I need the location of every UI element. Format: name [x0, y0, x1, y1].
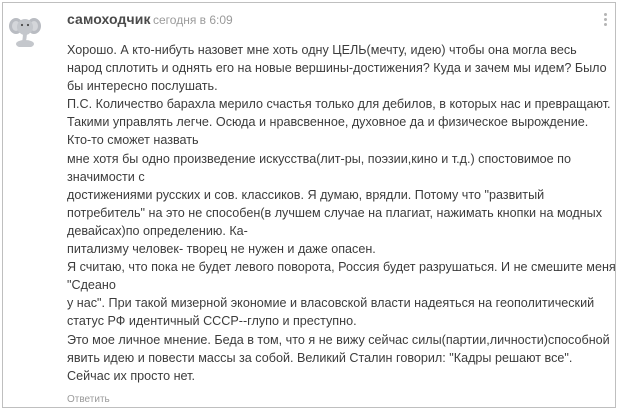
- comment-line: Это мое личное мнение. Беда в том, что я не вижу сейчас силы(партии,личности)способной: [67, 332, 610, 347]
- comment-line: Хорошо. А кто-нибуть назовет мне хоть одну ЦЕЛЬ(мечту, идею) чтобы она могла весь: [67, 43, 577, 57]
- elephant-avatar-icon: [7, 11, 43, 47]
- comment-line: Сейчас их просто нет.: [67, 368, 195, 383]
- comment-line: Я считаю, что пока не будет левого поворота, Россия будет разрушаться. И не смешите меня: [67, 260, 616, 275]
- comment-line: девайсах)по определению. Ка-: [67, 223, 248, 238]
- comment-card: [2, 2, 616, 408]
- kebab-menu-icon[interactable]: [599, 13, 611, 29]
- comment-line: достижениями русских и сов. классиков. Я думаю, врядли. Потому что "развитый: [67, 187, 545, 202]
- comment-line: Такими управлять легче. Осюда и нравсвенное, духовное да и физическое вырождение.: [67, 115, 589, 130]
- comment-line: П.С. Количество барахла мерило счастья только для дебилов, в которых нас и превращают.: [67, 97, 611, 112]
- comment-line: бы интересно послушать.: [67, 79, 218, 94]
- comment-line: Кто-то сможет назвать: [67, 133, 199, 148]
- comment-line: явить идею и повести массы за собой. Великий Сталин говорил: "Кадры решают все".: [67, 350, 573, 365]
- avatar[interactable]: [7, 11, 43, 47]
- comment-line: значимости с: [67, 169, 145, 184]
- comment-line: статус РФ идентичный СССР--глупо и преступно.: [67, 314, 357, 329]
- comment-body: [67, 41, 616, 385]
- reply-link[interactable]: Ответить: [67, 394, 110, 405]
- comment-line: мне хотя бы одно произведение искусства(лит-ры, поэзии,кино и т.д.) спостовимое по: [67, 151, 571, 166]
- comment-timestamp[interactable]: сегодня в 6:09: [153, 13, 233, 27]
- comment-line: "Сдеано: [67, 278, 116, 293]
- comment-line: народ сплотить и однять его на новые вершины-достижения? Куда и зачем мы идем? Было: [67, 61, 607, 76]
- comment-line: питализму человек- творец не нужен и даже опасен.: [67, 242, 376, 257]
- comment-line: потребитель" на это не способен(в лучшем случае на плагиат, нажимать кнопки на модных: [67, 205, 602, 220]
- comment-line: у нас". При такой мизерной экономие и власовской власти надеяться на геополитический: [67, 296, 595, 311]
- author-name[interactable]: самоходчик: [67, 11, 151, 27]
